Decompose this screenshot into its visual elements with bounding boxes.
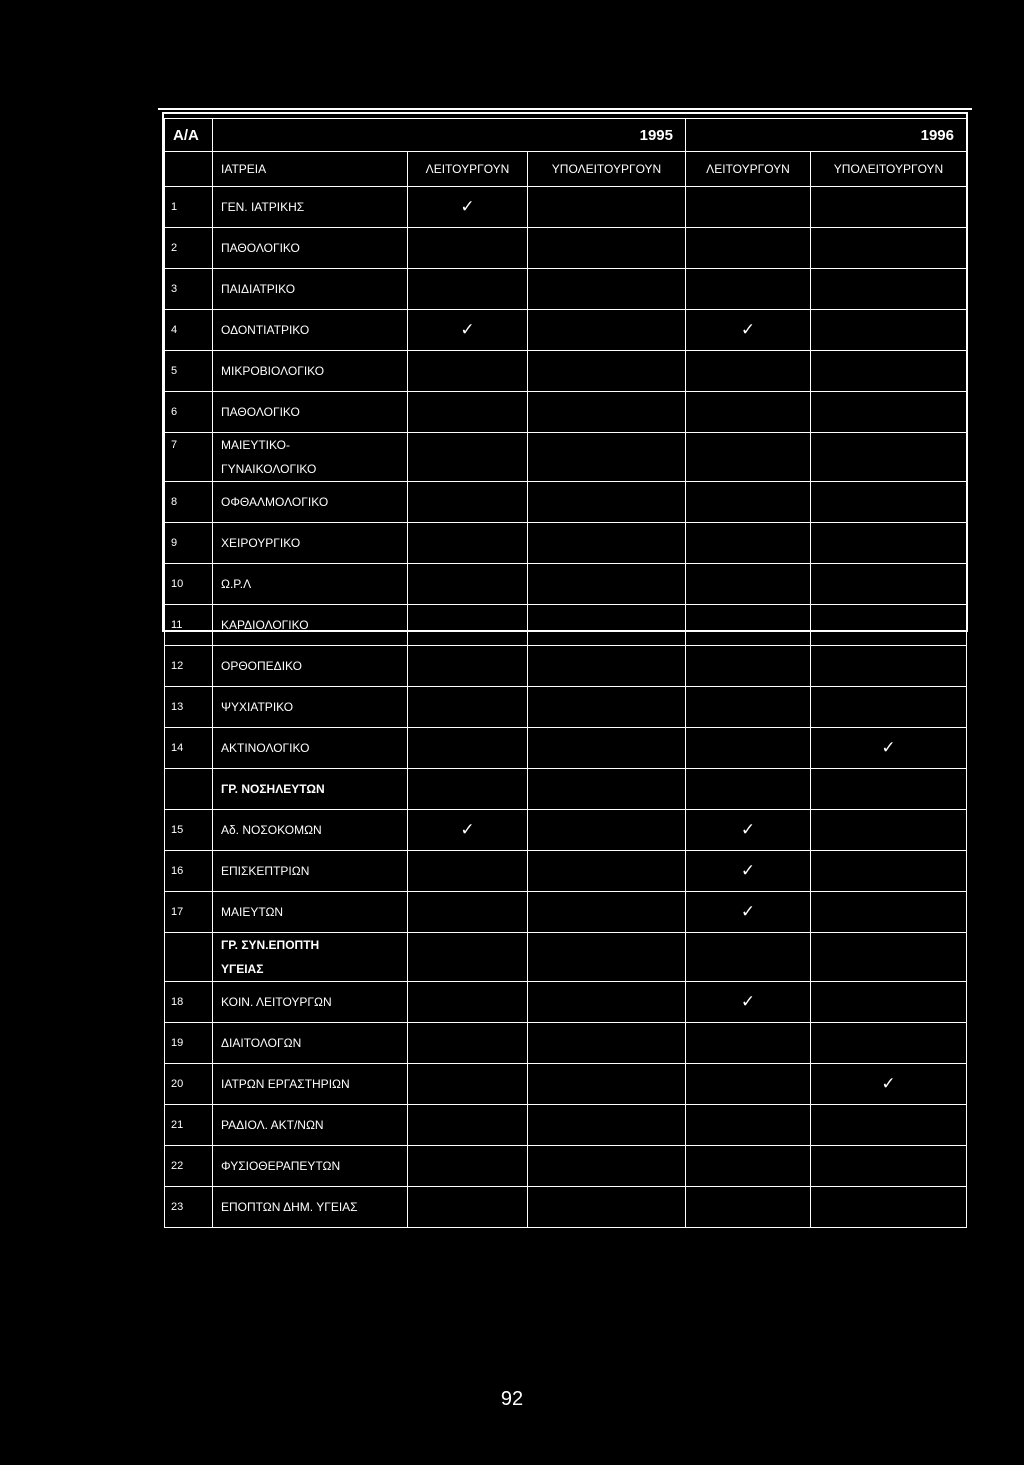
status-cell [528, 457, 686, 482]
row-number: 11 [165, 605, 213, 646]
status-cell [528, 187, 686, 228]
page-number: 92 [500, 1388, 524, 1410]
status-cell [408, 351, 528, 392]
status-cell [528, 523, 686, 564]
status-cell [528, 310, 686, 351]
clinic-name: ΥΓΕΙΑΣ [213, 957, 408, 982]
status-cell [408, 523, 528, 564]
status-cell [686, 433, 811, 458]
clinic-name: ΟΦΘΑΛΜΟΛΟΓΙΚΟ [213, 482, 408, 523]
clinic-name: ΦΥΣΙΟΘΕΡΑΠΕΥΤΩΝ [213, 1146, 408, 1187]
checkmark-icon: ✓ [408, 310, 528, 351]
status-cell [686, 228, 811, 269]
table-row [165, 433, 967, 458]
status-cell [811, 957, 967, 982]
clinic-name: ΓΡ. ΣΥΝ.ΕΠΟΠΤΗ [213, 933, 408, 958]
clinic-name: ΠΑΘΟΛΟΓΙΚΟ [213, 228, 408, 269]
table-row [165, 392, 967, 433]
status-cell [408, 769, 528, 810]
clinic-name: ΓΡ. ΝΟΣΗΛΕΥΤΩΝ [213, 769, 408, 810]
table-row [165, 646, 967, 687]
clinic-name: ΡΑΔΙΟΛ. ΑΚΤ/ΝΩΝ [213, 1105, 408, 1146]
status-cell [686, 564, 811, 605]
header-row-columns [165, 152, 967, 187]
status-cell [528, 1105, 686, 1146]
status-cell [408, 1187, 528, 1228]
status-cell [811, 392, 967, 433]
status-cell [686, 1023, 811, 1064]
status-cell [528, 1187, 686, 1228]
status-cell [408, 228, 528, 269]
row-number: 23 [165, 1187, 213, 1228]
clinic-name: ΚΟΙΝ. ΛΕΙΤΟΥΡΓΩΝ [213, 982, 408, 1023]
status-cell [528, 269, 686, 310]
header-operating-1995: ΛΕΙΤΟΥΡΓΟΥΝ [408, 152, 528, 187]
row-number [165, 769, 213, 810]
status-cell [528, 433, 686, 458]
status-cell [811, 982, 967, 1023]
table-row [165, 187, 967, 228]
status-cell [408, 982, 528, 1023]
status-cell [408, 933, 528, 958]
header-aa: Α/Α [165, 119, 213, 152]
table-body [165, 187, 967, 1228]
status-cell [811, 1146, 967, 1187]
row-number: 4 [165, 310, 213, 351]
table-row [165, 957, 967, 982]
row-number: 6 [165, 392, 213, 433]
table-row [165, 351, 967, 392]
status-cell [528, 482, 686, 523]
table-row [165, 564, 967, 605]
status-cell [686, 1105, 811, 1146]
row-number: 9 [165, 523, 213, 564]
table-row [165, 687, 967, 728]
row-number: 16 [165, 851, 213, 892]
status-cell [811, 646, 967, 687]
clinic-name: ΓΕΝ. ΙΑΤΡΙΚΗΣ [213, 187, 408, 228]
table-row [165, 605, 967, 646]
clinic-name: ΧΕΙΡΟΥΡΓΙΚΟ [213, 523, 408, 564]
status-cell [686, 457, 811, 482]
table-row [165, 457, 967, 482]
header-underoperating-1995: ΥΠΟΛΕΙΤΟΥΡΓΟΥΝ [528, 152, 686, 187]
status-cell [408, 433, 528, 458]
status-cell [528, 851, 686, 892]
row-number: 22 [165, 1146, 213, 1187]
row-number: 14 [165, 728, 213, 769]
status-cell [528, 392, 686, 433]
status-cell [811, 851, 967, 892]
status-cell [408, 957, 528, 982]
checkmark-icon: ✓ [811, 728, 967, 769]
header-year-1995: 1995 [213, 119, 686, 152]
row-number: 2 [165, 228, 213, 269]
status-cell [408, 687, 528, 728]
status-cell [408, 269, 528, 310]
status-cell [811, 605, 967, 646]
table-row [165, 982, 967, 1023]
table-row [165, 1187, 967, 1228]
clinic-name: ΜΙΚΡΟΒΙΟΛΟΓΙΚΟ [213, 351, 408, 392]
status-cell [408, 392, 528, 433]
status-cell [686, 646, 811, 687]
status-cell [528, 769, 686, 810]
clinic-name: ΑΚΤΙΝΟΛΟΓΙΚΟ [213, 728, 408, 769]
row-number [165, 957, 213, 982]
status-cell [528, 1023, 686, 1064]
status-cell [528, 728, 686, 769]
status-cell [408, 1023, 528, 1064]
status-cell [686, 351, 811, 392]
status-cell [811, 892, 967, 933]
status-cell [811, 933, 967, 958]
status-cell [811, 1187, 967, 1228]
header-operating-1996: ΛΕΙΤΟΥΡΓΟΥΝ [686, 152, 811, 187]
clinic-name: ΕΠΟΠΤΩΝ ΔΗΜ. ΥΓΕΙΑΣ [213, 1187, 408, 1228]
checkmark-icon: ✓ [686, 310, 811, 351]
checkmark-icon: ✓ [811, 1064, 967, 1105]
status-cell [811, 351, 967, 392]
table-row [165, 523, 967, 564]
row-number: 15 [165, 810, 213, 851]
row-number: 5 [165, 351, 213, 392]
status-cell [686, 933, 811, 958]
row-number: 1 [165, 187, 213, 228]
status-cell [686, 523, 811, 564]
clinic-name: ΜΑΙΕΥΤΙΚΟ- [213, 433, 408, 458]
status-cell [528, 957, 686, 982]
table-row [165, 728, 967, 769]
row-number: 19 [165, 1023, 213, 1064]
clinic-name: ΕΠΙΣΚΕΠΤΡΙΩΝ [213, 851, 408, 892]
status-cell [528, 810, 686, 851]
checkmark-icon: ✓ [686, 851, 811, 892]
table-row [165, 1105, 967, 1146]
clinic-name: Ω.Ρ.Λ [213, 564, 408, 605]
status-cell [811, 769, 967, 810]
row-number: 8 [165, 482, 213, 523]
clinic-name: ΠΑΘΟΛΟΓΙΚΟ [213, 392, 408, 433]
row-number: 10 [165, 564, 213, 605]
clinic-name: ΙΑΤΡΩΝ ΕΡΓΑΣΤΗΡΙΩΝ [213, 1064, 408, 1105]
clinic-name: ΓΥΝΑΙΚΟΛΟΓΙΚΟ [213, 457, 408, 482]
status-cell [686, 482, 811, 523]
status-cell [811, 1023, 967, 1064]
clinic-name: ΜΑΙΕΥΤΩΝ [213, 892, 408, 933]
table-row [165, 892, 967, 933]
checkmark-icon: ✓ [408, 187, 528, 228]
status-cell [811, 687, 967, 728]
row-number: 7 [165, 433, 213, 458]
status-cell [686, 687, 811, 728]
status-cell [686, 957, 811, 982]
checkmark-icon: ✓ [408, 810, 528, 851]
table-row [165, 1023, 967, 1064]
row-number: 20 [165, 1064, 213, 1105]
clinic-name: ΔΙΑΙΤΟΛΟΓΩΝ [213, 1023, 408, 1064]
status-cell [811, 482, 967, 523]
status-cell [528, 228, 686, 269]
checkmark-icon: ✓ [686, 810, 811, 851]
status-cell [686, 187, 811, 228]
clinic-name: ΨΥΧΙΑΤΡΙΚΟ [213, 687, 408, 728]
table-row [165, 482, 967, 523]
status-cell [811, 564, 967, 605]
row-number: 17 [165, 892, 213, 933]
status-cell [686, 605, 811, 646]
status-cell [811, 457, 967, 482]
checkmark-icon: ✓ [686, 982, 811, 1023]
status-cell [528, 646, 686, 687]
status-cell [528, 892, 686, 933]
status-cell [408, 851, 528, 892]
row-number: 18 [165, 982, 213, 1023]
header-year-1996: 1996 [686, 119, 967, 152]
status-cell [408, 1064, 528, 1105]
header-row-years [165, 119, 967, 152]
status-cell [811, 810, 967, 851]
status-cell [528, 1064, 686, 1105]
status-cell [528, 933, 686, 958]
status-cell [811, 1105, 967, 1146]
status-cell [408, 1105, 528, 1146]
clinic-name: ΟΡΘΟΠΕΔΙΚΟ [213, 646, 408, 687]
status-cell [528, 687, 686, 728]
clinics-table [164, 118, 967, 1228]
row-number: 12 [165, 646, 213, 687]
status-cell [811, 310, 967, 351]
status-cell [811, 187, 967, 228]
status-cell [686, 269, 811, 310]
table-row [165, 310, 967, 351]
status-cell [811, 433, 967, 458]
status-cell [408, 646, 528, 687]
header-empty [165, 152, 213, 187]
status-cell [408, 728, 528, 769]
status-cell [686, 1146, 811, 1187]
status-cell [408, 457, 528, 482]
row-number [165, 457, 213, 482]
status-cell [528, 351, 686, 392]
status-cell [408, 482, 528, 523]
status-cell [528, 1146, 686, 1187]
status-cell [686, 1064, 811, 1105]
status-cell [686, 392, 811, 433]
status-cell [686, 1187, 811, 1228]
table-row [165, 810, 967, 851]
table-row [165, 228, 967, 269]
clinic-name: ΠΑΙΔΙΑΤΡΙΚΟ [213, 269, 408, 310]
status-cell [528, 605, 686, 646]
row-number: 21 [165, 1105, 213, 1146]
table-row [165, 851, 967, 892]
clinic-name: ΚΑΡΔΙΟΛΟΓΙΚΟ [213, 605, 408, 646]
top-border-line [158, 108, 972, 110]
clinic-name: Αδ. ΝΟΣΟΚΟΜΩΝ [213, 810, 408, 851]
checkmark-icon: ✓ [686, 892, 811, 933]
table-row [165, 269, 967, 310]
row-number: 13 [165, 687, 213, 728]
status-cell [528, 982, 686, 1023]
status-cell [811, 523, 967, 564]
status-cell [408, 1146, 528, 1187]
status-cell [408, 605, 528, 646]
status-cell [686, 769, 811, 810]
header-clinics: ΙΑΤΡΕΙΑ [213, 152, 408, 187]
status-cell [811, 269, 967, 310]
status-cell [408, 564, 528, 605]
header-underoperating-1996: ΥΠΟΛΕΙΤΟΥΡΓΟΥΝ [811, 152, 967, 187]
table-row [165, 1146, 967, 1187]
table-row [165, 769, 967, 810]
row-number [165, 933, 213, 958]
status-cell [811, 228, 967, 269]
status-cell [686, 728, 811, 769]
status-cell [408, 892, 528, 933]
status-cell [528, 564, 686, 605]
table-row [165, 933, 967, 958]
row-number: 3 [165, 269, 213, 310]
clinic-name: ΟΔΟΝΤΙΑΤΡΙΚΟ [213, 310, 408, 351]
table-row [165, 1064, 967, 1105]
